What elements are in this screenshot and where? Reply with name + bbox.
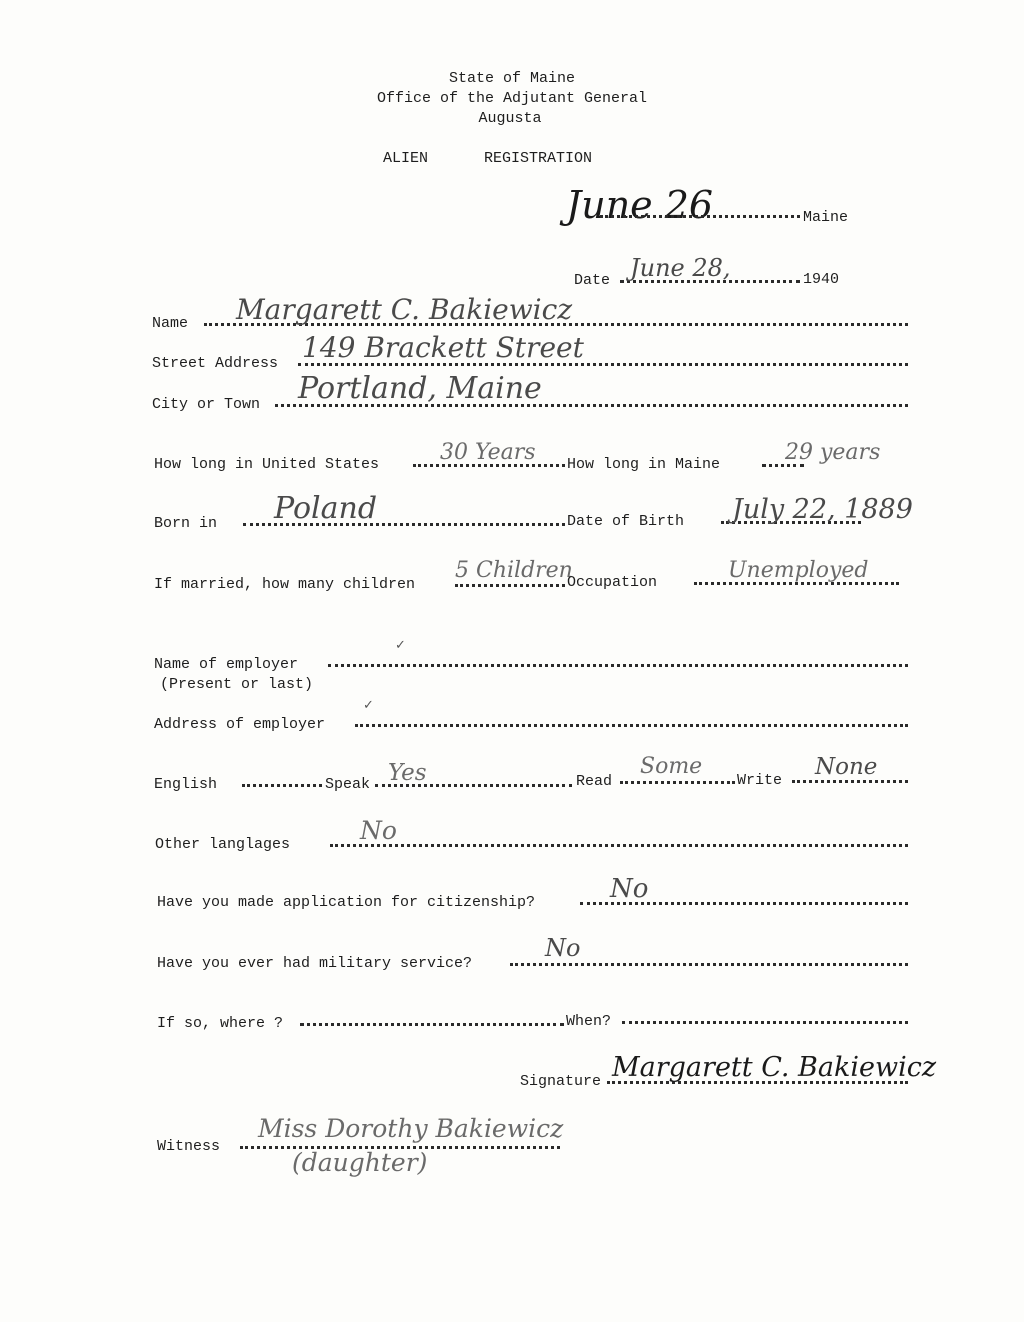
employer-sublabel: (Present or last) xyxy=(160,676,314,693)
employer-address-leader xyxy=(355,720,908,727)
other-languages-leader xyxy=(330,840,908,847)
form-title-alien: ALIEN xyxy=(383,150,429,167)
speak-value: Yes xyxy=(388,760,427,786)
military-value: No xyxy=(545,934,581,962)
other-languages-value: No xyxy=(360,816,397,845)
dob-label: Date of Birth xyxy=(567,513,685,530)
city-value: Portland, Maine xyxy=(298,371,542,406)
street-label: Street Address xyxy=(152,355,279,372)
when-label: When? xyxy=(566,1013,612,1030)
military-label: Have you ever had military service? xyxy=(157,955,473,972)
signature-label: Signature xyxy=(520,1073,602,1090)
if-so-where-leader xyxy=(300,1019,564,1026)
employer-leader xyxy=(328,660,908,667)
date-label: Date xyxy=(574,272,611,289)
witness-value: Miss Dorothy Bakiewicz xyxy=(258,1114,564,1143)
other-languages-label: Other langlages xyxy=(155,836,291,853)
born-in-value: Poland xyxy=(274,491,378,526)
dob-value: July 22, 1889 xyxy=(732,494,913,525)
occupation-value: Unemployed xyxy=(728,558,869,583)
name-value: Margarett C. Bakiewicz xyxy=(236,293,573,326)
us-time-value: 30 Years xyxy=(440,440,536,465)
name-label: Name xyxy=(152,315,189,332)
speak-label: Speak xyxy=(325,776,371,793)
children-value: 5 Children xyxy=(455,558,573,583)
header-office: Office of the Adjutant General xyxy=(376,90,648,107)
witness-note: (daughter) xyxy=(292,1148,428,1177)
maine-time-label: How long in Maine xyxy=(567,456,721,473)
header-state: State of Maine xyxy=(448,70,576,87)
witness-label: Witness xyxy=(157,1138,221,1155)
date-handwritten: June 28, xyxy=(630,254,731,282)
employer-address-check: ✓ xyxy=(363,698,374,713)
if-so-where-label: If so, where ? xyxy=(157,1015,284,1032)
form-title-registration: REGISTRATION xyxy=(484,150,593,167)
occupation-label: Occupation xyxy=(567,574,658,591)
us-time-label: How long in United States xyxy=(154,456,380,473)
when-leader xyxy=(622,1017,908,1024)
place-date-handwritten: June 26 xyxy=(566,183,714,227)
read-label: Read xyxy=(576,773,613,790)
place-date-leader xyxy=(600,211,800,218)
children-label: If married, how many children xyxy=(154,576,416,593)
write-label: Write xyxy=(737,772,783,789)
maine-time-value: 29 years xyxy=(785,440,881,465)
read-value: Some xyxy=(640,754,703,779)
english-label: English xyxy=(154,776,218,793)
english-leader xyxy=(242,780,322,787)
employer-address-label: Address of employer xyxy=(154,716,326,733)
citizenship-value: No xyxy=(610,874,649,904)
employer-check: ✓ xyxy=(395,638,406,653)
born-in-label: Born in xyxy=(154,515,218,532)
header-city: Augusta xyxy=(478,110,542,127)
date-year: 1940 xyxy=(803,271,840,288)
employer-label: Name of employer xyxy=(154,656,299,673)
citizenship-label: Have you made application for citizenship? xyxy=(157,894,536,911)
signature-value: Margarett C. Bakiewicz xyxy=(612,1052,937,1083)
city-label: City or Town xyxy=(152,396,261,413)
place-date-suffix: Maine xyxy=(803,209,849,226)
write-value: None xyxy=(815,754,878,780)
street-value: 149 Brackett Street xyxy=(302,331,584,364)
